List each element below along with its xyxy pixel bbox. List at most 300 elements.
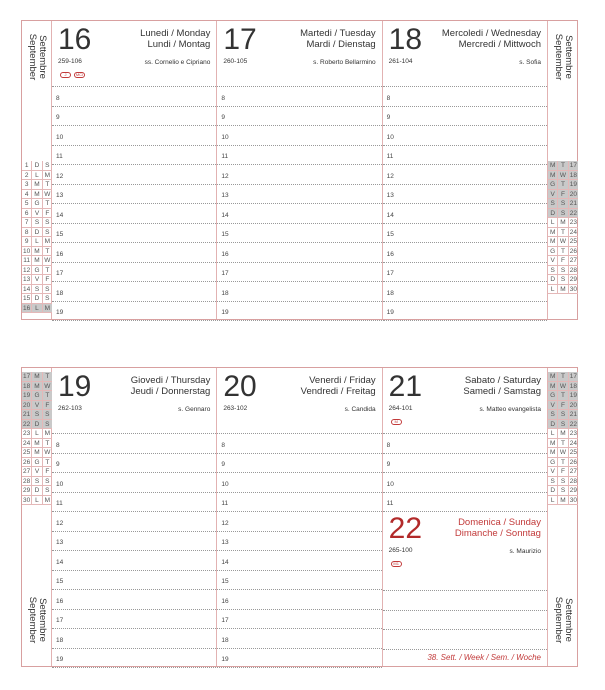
time-rule	[52, 106, 216, 107]
day-name-line: Mercoledi / Wednesday	[441, 28, 541, 39]
day-header	[217, 21, 381, 83]
calendar-row	[22, 171, 52, 181]
calendar-cell: T	[45, 200, 50, 207]
calendar-cell: V	[548, 401, 558, 410]
time-rule	[383, 472, 547, 473]
month-label	[22, 27, 52, 87]
calendar-row	[22, 420, 52, 430]
calendar-cell: 28	[569, 477, 577, 485]
calendar-cell: M	[32, 247, 42, 256]
saint-name: s. Gennaro	[178, 406, 211, 413]
calendar-cell: T	[45, 247, 50, 255]
calendar-cell: 5	[22, 199, 32, 208]
calendar-row	[548, 228, 578, 238]
mini-calendar	[548, 372, 578, 505]
hour-label: 9	[56, 461, 60, 468]
calendar-row	[22, 372, 52, 382]
calendar-cell: 22	[569, 209, 577, 217]
calendar-cell: M	[44, 171, 51, 179]
time-rule	[383, 590, 547, 591]
calendar-cell: 25	[569, 238, 577, 245]
time-rule	[217, 145, 381, 146]
calendar-cell: M	[548, 237, 558, 246]
day-column	[52, 21, 217, 319]
calendar-cell: 29	[22, 486, 32, 495]
calendar-row	[22, 247, 52, 257]
calendar-row	[548, 275, 578, 285]
calendar-cell: M	[32, 256, 42, 265]
calendar-cell: 22	[569, 420, 577, 428]
hour-label: 8	[56, 94, 60, 102]
time-rule	[217, 223, 381, 224]
hour-label: 12	[221, 172, 229, 180]
calendar-cell: L	[548, 496, 558, 505]
calendar-cell: 9	[22, 237, 32, 246]
calendar-cell: 19	[569, 392, 577, 399]
calendar-row	[548, 161, 578, 171]
hour-label: 9	[221, 461, 225, 468]
calendar-cell: V	[548, 190, 558, 199]
day-name	[301, 375, 376, 397]
calendar-cell: G	[32, 199, 42, 208]
hour-label: 11	[386, 500, 394, 507]
calendar-cell: 26	[569, 458, 577, 466]
day-column	[383, 368, 547, 666]
calendar-cell: G	[32, 458, 42, 467]
saint-name: s. Candida	[344, 406, 376, 413]
hour-label: 19	[221, 656, 229, 663]
calendar-cell: V	[32, 401, 42, 410]
calendar-cell: 8	[22, 228, 32, 237]
saint-name: s. Matteo evangelista	[479, 406, 541, 413]
calendar-cell: 18	[569, 382, 577, 390]
day-name	[463, 375, 541, 397]
calendar-cell: W	[44, 190, 51, 198]
calendar-cell: F	[558, 401, 568, 410]
right-rail-top	[547, 21, 577, 319]
day-name	[140, 28, 210, 50]
calendar-cell: 23	[569, 219, 577, 226]
calendar-cell: 18	[569, 171, 577, 179]
hour-label: 14	[56, 211, 64, 219]
calendar-cell: T	[558, 458, 568, 467]
calendar-cell: 20	[22, 401, 32, 410]
day-columns	[52, 21, 547, 319]
calendar-cell: L	[32, 429, 42, 438]
hour-label: 18	[221, 289, 229, 297]
saint-name: s. Roberto Bellarmino	[313, 59, 376, 66]
calendar-cell: S	[548, 266, 558, 275]
calendar-cell: D	[32, 486, 42, 495]
day-name	[455, 517, 541, 539]
month-it: Settembre	[563, 598, 575, 642]
calendar-cell: 25	[22, 448, 32, 457]
calendar-cell: D	[548, 209, 558, 218]
hour-label: 19	[386, 309, 394, 316]
time-rule	[383, 492, 547, 493]
calendar-cell: S	[43, 410, 52, 419]
calendar-cell: 30	[569, 496, 577, 504]
hour-label: 14	[221, 211, 229, 219]
calendar-row	[548, 372, 578, 382]
holiday-badge: M1	[391, 561, 402, 567]
calendar-cell: M	[32, 372, 42, 381]
calendar-row	[548, 496, 578, 506]
hour-label: 12	[56, 519, 64, 527]
time-rule	[52, 145, 216, 146]
hour-label: 12	[221, 519, 229, 527]
calendar-cell: L	[32, 496, 42, 505]
calendar-row	[548, 448, 578, 458]
month-en: September	[27, 596, 39, 644]
time-rule	[52, 320, 216, 321]
calendar-cell: 24	[569, 439, 577, 447]
day-name	[131, 375, 211, 397]
calendar-cell: 4	[22, 190, 32, 199]
calendar-row	[548, 382, 578, 392]
hour-label: 12	[56, 172, 64, 180]
time-rule	[217, 242, 381, 243]
calendar-row	[22, 237, 52, 247]
month-en: September	[553, 33, 565, 81]
calendar-cell: S	[32, 218, 42, 227]
calendar-cell: S	[558, 486, 568, 495]
week-bottom-half	[21, 367, 578, 667]
calendar-cell: S	[45, 162, 50, 169]
calendar-cell: 24	[569, 228, 577, 236]
day-name-line: Vendredi / Freitag	[300, 386, 376, 397]
calendar-cell: 7	[22, 218, 32, 227]
calendar-row	[22, 467, 52, 477]
calendar-cell: 14	[22, 285, 32, 294]
hour-label: 11	[56, 500, 63, 507]
day-number: 21	[388, 370, 423, 403]
calendar-row	[22, 448, 52, 458]
hour-label: 14	[386, 211, 394, 219]
calendar-cell: S	[558, 410, 568, 419]
holiday-badge: MCI	[75, 72, 84, 77]
time-rule	[52, 570, 216, 571]
time-rule	[52, 472, 216, 473]
calendar-cell: T	[558, 161, 568, 170]
calendar-cell: 2	[22, 171, 32, 180]
calendar-cell: 30	[569, 285, 577, 293]
day-header	[52, 368, 216, 430]
calendar-cell: F	[45, 468, 50, 475]
time-rule	[52, 492, 216, 493]
time-rule	[217, 511, 381, 512]
calendar-cell: V	[548, 256, 558, 265]
calendar-row	[22, 429, 52, 439]
hour-label: 17	[386, 270, 394, 277]
calendar-cell: M	[558, 218, 568, 227]
time-rule	[52, 223, 216, 224]
calendar-cell: L	[32, 237, 42, 246]
calendar-row	[548, 190, 578, 200]
calendar-row	[22, 266, 52, 276]
hour-label: 17	[221, 270, 229, 277]
calendar-row	[548, 209, 578, 219]
calendar-cell: M	[32, 190, 42, 199]
calendar-row	[22, 275, 52, 285]
calendar-cell: V	[32, 209, 42, 218]
day-header	[383, 368, 547, 430]
calendar-cell: T	[558, 372, 568, 381]
calendar-cell: G	[548, 247, 558, 256]
calendar-cell: W	[44, 449, 51, 456]
day-header	[383, 21, 547, 83]
calendar-cell: S	[45, 477, 50, 485]
day-of-year: 261-104	[388, 58, 413, 65]
day-name-line: Dimanche / Sonntag	[454, 528, 541, 539]
hour-label: 10	[386, 133, 394, 141]
time-rule	[217, 106, 381, 107]
calendar-cell: 23	[569, 430, 577, 437]
calendar-cell: 1	[22, 161, 32, 170]
day-of-year: 264-101	[388, 405, 413, 412]
time-rule	[52, 609, 216, 610]
calendar-cell: T	[558, 228, 568, 237]
time-rule	[383, 242, 547, 243]
calendar-cell: V	[548, 467, 558, 476]
hour-label: 9	[221, 114, 225, 121]
time-rule	[383, 86, 547, 87]
calendar-cell: 15	[22, 294, 32, 303]
holiday-badges	[391, 561, 402, 567]
hour-label: 14	[56, 558, 64, 566]
time-rule	[52, 511, 216, 512]
day-name-line: Samedi / Samstag	[463, 386, 541, 397]
calendar-cell: T	[558, 180, 568, 189]
hour-label: 13	[56, 539, 64, 546]
calendar-row	[22, 382, 52, 392]
calendar-cell: F	[45, 209, 50, 217]
time-rule	[217, 164, 381, 165]
calendar-row	[22, 209, 52, 219]
hour-label: 8	[221, 94, 225, 102]
day-header	[52, 21, 216, 83]
calendar-cell: 25	[569, 449, 577, 456]
calendar-cell: 29	[569, 276, 577, 283]
calendar-row	[22, 496, 52, 506]
time-rule	[383, 262, 547, 263]
calendar-cell: M	[44, 430, 51, 437]
calendar-cell: M	[548, 382, 558, 391]
day-number: 16	[58, 23, 92, 56]
calendar-row	[548, 247, 578, 257]
calendar-cell: T	[558, 247, 568, 256]
holiday-badge: J	[60, 72, 71, 78]
calendar-cell: 21	[569, 411, 577, 418]
time-rule	[217, 628, 381, 629]
calendar-cell: S	[43, 420, 52, 429]
hour-label: 10	[221, 133, 229, 141]
calendar-cell: 20	[569, 190, 577, 198]
calendar-cell: 28	[569, 266, 577, 274]
time-rule	[217, 531, 381, 532]
time-rule	[52, 453, 216, 454]
calendar-cell: S	[45, 295, 50, 302]
calendar-row	[22, 410, 52, 420]
calendar-cell: D	[548, 420, 558, 429]
time-rule	[217, 550, 381, 551]
day-header	[217, 368, 381, 430]
saint-name: s. Maurizio	[509, 548, 541, 555]
hour-label: 16	[56, 250, 64, 258]
month-label	[22, 590, 52, 650]
calendar-cell: M	[32, 439, 42, 448]
month-it: Settembre	[37, 35, 49, 79]
calendar-row	[548, 180, 578, 190]
time-rule	[52, 242, 216, 243]
day-of-year: 259-106	[58, 58, 82, 65]
calendar-row	[548, 391, 578, 401]
hour-label: 16	[386, 250, 394, 258]
hour-label: 15	[386, 231, 394, 238]
time-rule	[52, 281, 216, 282]
sunday-block	[383, 510, 547, 580]
holiday-badges	[391, 419, 402, 425]
hour-label: 15	[221, 578, 229, 585]
time-rule	[52, 550, 216, 551]
time-rule	[383, 203, 547, 204]
calendar-cell: D	[548, 486, 558, 495]
time-rule	[383, 610, 547, 611]
calendar-row	[22, 294, 52, 304]
calendar-row	[22, 218, 52, 228]
hour-label: 11	[56, 153, 63, 160]
calendar-cell: 19	[22, 391, 32, 400]
calendar-cell: D	[32, 228, 42, 237]
saint-name: ss. Cornelio e Cipriano	[144, 59, 211, 66]
calendar-cell: M	[558, 285, 568, 294]
calendar-row	[548, 439, 578, 449]
calendar-row	[548, 429, 578, 439]
hour-label: 13	[56, 192, 64, 199]
calendar-cell: 22	[22, 420, 32, 429]
month-it: Settembre	[37, 598, 49, 642]
calendar-cell: 3	[22, 180, 32, 189]
time-rule	[383, 433, 547, 434]
calendar-cell: S	[558, 199, 568, 208]
time-rule	[52, 262, 216, 263]
mini-calendar	[548, 161, 578, 294]
calendar-row	[22, 486, 52, 496]
hour-label: 13	[221, 539, 229, 546]
calendar-cell: L	[32, 304, 42, 313]
calendar-row	[22, 228, 52, 238]
time-rule	[217, 125, 381, 126]
calendar-cell: 12	[22, 266, 32, 275]
day-number: 18	[388, 23, 423, 56]
calendar-cell: S	[32, 410, 42, 419]
calendar-cell: G	[32, 266, 42, 275]
calendar-cell: S	[558, 275, 568, 284]
hour-label: 19	[221, 309, 229, 316]
calendar-cell: S	[558, 266, 568, 275]
calendar-cell: L	[32, 171, 42, 180]
time-rule	[383, 106, 547, 107]
time-rule	[52, 648, 216, 649]
calendar-cell: W	[558, 382, 568, 391]
calendar-row	[548, 285, 578, 295]
calendar-cell: F	[45, 276, 50, 283]
calendar-cell: 29	[569, 487, 577, 494]
calendar-cell: 19	[569, 181, 577, 188]
time-rule	[52, 164, 216, 165]
calendar-cell: M	[558, 429, 568, 438]
calendar-cell: T	[45, 266, 50, 274]
time-rule	[217, 472, 381, 473]
calendar-cell: 16	[22, 304, 32, 313]
day-header	[383, 510, 547, 572]
time-rule	[52, 531, 216, 532]
calendar-cell: G	[548, 391, 558, 400]
day-of-year: 265-100	[388, 547, 413, 554]
time-rule	[383, 223, 547, 224]
calendar-cell: 27	[22, 467, 32, 476]
holiday-badges	[60, 72, 85, 78]
hour-label: 13	[221, 192, 229, 199]
time-rule	[383, 184, 547, 185]
mini-calendar	[22, 161, 52, 313]
calendar-cell: M	[548, 372, 558, 381]
time-rule	[217, 203, 381, 204]
hour-label: 14	[221, 558, 229, 566]
calendar-cell: M	[44, 496, 51, 504]
hour-label: 9	[56, 114, 60, 121]
hour-label: 9	[386, 461, 391, 468]
calendar-cell: M	[548, 171, 558, 180]
calendar-cell: W	[558, 237, 568, 246]
calendar-row	[22, 256, 52, 266]
time-rule	[383, 649, 547, 650]
day-number: 19	[58, 370, 92, 403]
calendar-cell: 21	[22, 410, 32, 419]
time-rule	[217, 184, 381, 185]
calendar-row	[22, 190, 52, 200]
time-rule	[383, 145, 547, 146]
hour-label: 17	[221, 617, 229, 624]
calendar-cell: S	[548, 199, 558, 208]
calendar-row	[22, 391, 52, 401]
hour-label: 19	[56, 309, 64, 316]
calendar-cell: W	[558, 448, 568, 457]
calendar-cell: D	[32, 294, 42, 303]
hour-label: 17	[56, 270, 64, 277]
calendar-cell: D	[32, 161, 42, 170]
calendar-cell: G	[548, 458, 558, 467]
calendar-cell: M	[32, 382, 42, 391]
calendar-cell: M	[32, 180, 42, 189]
calendar-cell: 13	[22, 275, 32, 284]
calendar-cell: M	[548, 439, 558, 448]
calendar-row	[548, 171, 578, 181]
calendar-cell: G	[548, 180, 558, 189]
hour-label: 19	[56, 656, 64, 663]
calendar-cell: 21	[569, 200, 577, 207]
left-rail-bottom	[22, 368, 52, 666]
calendar-row	[548, 420, 578, 430]
calendar-cell: T	[45, 458, 50, 466]
calendar-row	[548, 477, 578, 487]
calendar-row	[548, 237, 578, 247]
calendar-cell: S	[558, 420, 568, 429]
calendar-cell: M	[44, 304, 51, 312]
hour-label: 18	[56, 289, 64, 297]
calendar-row	[22, 439, 52, 449]
calendar-cell: V	[32, 275, 42, 284]
